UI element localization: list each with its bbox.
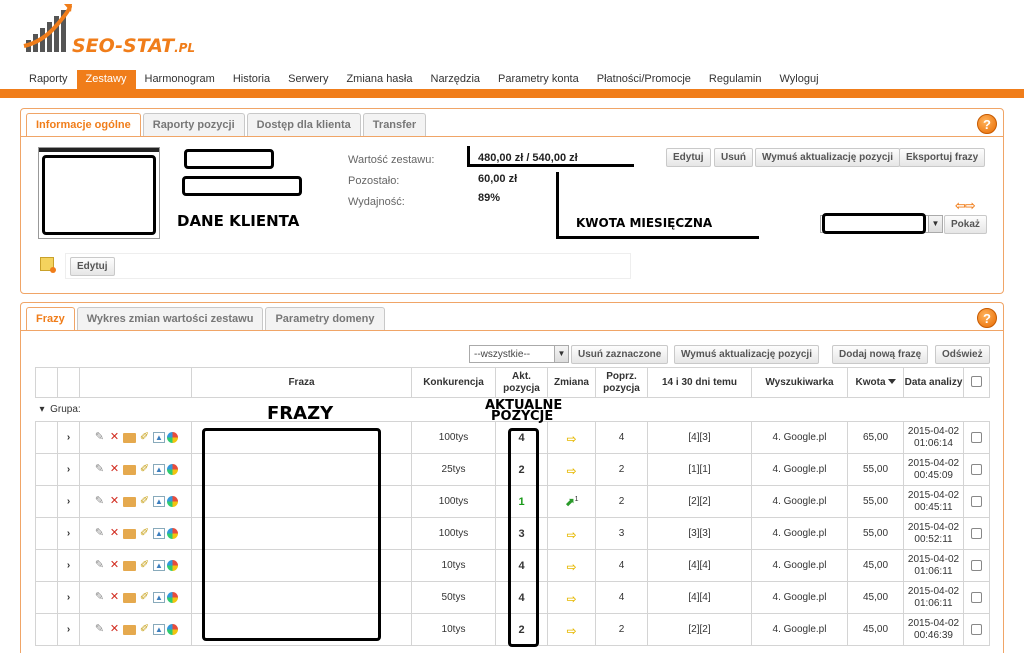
note-area [65, 253, 631, 279]
cell-date [904, 614, 964, 646]
expand-icon[interactable]: › [66, 464, 71, 475]
cell-actions [80, 582, 192, 614]
cell-previous-position: 2 [596, 486, 648, 518]
cell-expand [58, 582, 80, 614]
cell-expand [58, 454, 80, 486]
cell-handle [36, 582, 58, 614]
top-nav [20, 70, 828, 89]
cell-engine: 4. Google.pl [752, 422, 848, 454]
annotation-line [467, 164, 634, 167]
cell-handle [36, 614, 58, 646]
chart-icon[interactable]: ▲ [153, 464, 165, 475]
row-checkbox[interactable] [971, 592, 982, 603]
cell-select [964, 486, 990, 518]
cell-amount: 45,00 [848, 550, 904, 582]
client-name-redaction [184, 149, 274, 169]
expand-icon[interactable]: › [66, 496, 71, 507]
general-info-tabs [26, 113, 426, 136]
cell-select [964, 518, 990, 550]
cell-actions [80, 454, 192, 486]
date-value: 2015-04-02 [907, 425, 960, 437]
chart-icon[interactable]: ▲ [153, 624, 165, 635]
row-actions [80, 591, 191, 604]
logo-name: SEO-STAT [72, 35, 175, 57]
positions-annotation-line2: POZYCJE [491, 409, 554, 424]
current-position-value: 4 [518, 559, 525, 572]
expand-icon[interactable]: › [66, 592, 71, 603]
pencil-icon[interactable]: ✐ [139, 591, 150, 603]
row-checkbox[interactable] [971, 624, 982, 635]
nav-item-narzedzia[interactable]: Narzędzia [430, 73, 481, 85]
tab-parametry-domeny[interactable]: Parametry domeny [265, 307, 384, 330]
chart-icon[interactable]: ▲ [153, 560, 165, 571]
thumbnail-bar [39, 148, 159, 152]
cell-history: [4][4] [648, 582, 752, 614]
date-value: 2015-04-02 [907, 617, 960, 629]
annotation-line [467, 146, 470, 166]
wrench-icon[interactable]: ✎ [94, 623, 105, 635]
remaining-label: Pozostało: [348, 175, 400, 187]
pencil-icon[interactable]: ✐ [139, 559, 150, 571]
cell-history: [2][2] [648, 486, 752, 518]
cell-change [548, 550, 596, 582]
pie-chart-icon[interactable] [167, 560, 178, 571]
arrow-right-icon [566, 464, 576, 478]
expand-icon[interactable]: › [66, 432, 71, 443]
cell-amount: 55,00 [848, 486, 904, 518]
header-cell [58, 368, 80, 398]
annotation-line [556, 236, 759, 239]
delete-icon[interactable]: ✕ [109, 527, 120, 539]
cell-engine: 4. Google.pl [752, 454, 848, 486]
cell-change [548, 582, 596, 614]
header-amount-label: Kwota [855, 376, 886, 388]
force-update-positions-button[interactable]: Wymuś aktualizację pozycji [674, 345, 819, 364]
table-header-row [36, 368, 990, 398]
cell-actions [80, 422, 192, 454]
cell-previous-position: 3 [596, 518, 648, 550]
expand-icon[interactable]: › [66, 624, 71, 635]
value-label: Wartość zestawu: [348, 154, 435, 166]
pencil-icon[interactable]: ✐ [139, 527, 150, 539]
arrow-up-icon [565, 495, 579, 509]
pie-chart-icon[interactable] [167, 432, 178, 443]
row-actions [80, 495, 191, 508]
row-checkbox[interactable] [971, 496, 982, 507]
efficiency-value: 89% [478, 192, 501, 204]
cell-date [904, 422, 964, 454]
cell-competition: 100tys [412, 422, 496, 454]
row-actions [80, 623, 191, 636]
header-date[interactable]: Data analizy [904, 368, 964, 398]
row-checkbox[interactable] [971, 432, 982, 443]
cell-engine: 4. Google.pl [752, 582, 848, 614]
tab-dostep-dla-klienta[interactable]: Dostęp dla klienta [247, 113, 361, 136]
chart-icon[interactable]: ▲ [153, 496, 165, 507]
nav-item-platnosci[interactable]: Płatności/Promocje [596, 73, 691, 85]
nav-item-zmiana-hasla[interactable]: Zmiana hasła [346, 73, 413, 85]
change-amount: 1 [574, 495, 579, 503]
cell-handle [36, 550, 58, 582]
monthly-amount-annotation: KWOTA MIESIĘCZNA [576, 216, 713, 230]
delete-icon[interactable]: ✕ [109, 463, 120, 475]
pencil-icon[interactable]: ✐ [139, 431, 150, 443]
nav-item-historia[interactable]: Historia [232, 73, 271, 85]
time-value: 00:45:11 [914, 501, 953, 513]
value-amount: 480,00 zł / 540,00 zł [478, 152, 578, 164]
thumbnail-redaction [42, 155, 156, 235]
header-competition[interactable]: Konkurencja [412, 368, 496, 398]
cell-date [904, 454, 964, 486]
chart-icon[interactable]: ▲ [153, 592, 165, 603]
wrench-icon[interactable]: ✎ [94, 527, 105, 539]
current-position-value: 3 [518, 527, 525, 540]
cell-expand [58, 486, 80, 518]
cell-select [964, 582, 990, 614]
header-engine[interactable]: Wyszukiwarka [752, 368, 848, 398]
group-filter-value: --wszystkie-- [474, 349, 531, 360]
time-value: 01:06:11 [914, 597, 953, 609]
cell-actions [80, 550, 192, 582]
cell-history: [4][4] [648, 550, 752, 582]
header-select-all [964, 368, 990, 398]
cell-date [904, 518, 964, 550]
expand-icon[interactable]: › [66, 528, 71, 539]
cell-engine: 4. Google.pl [752, 486, 848, 518]
cell-competition: 50tys [412, 582, 496, 614]
date-value: 2015-04-02 [907, 489, 960, 501]
change-symbol: ⇨ [566, 559, 577, 574]
pie-chart-icon[interactable] [167, 528, 178, 539]
cell-engine: 4. Google.pl [752, 614, 848, 646]
cell-change [548, 422, 596, 454]
cell-actions [80, 614, 192, 646]
add-phrase-button[interactable]: Dodaj nową frazę [832, 345, 928, 364]
change-symbol: ⇨ [566, 431, 577, 446]
group-filter-select[interactable] [469, 345, 569, 363]
cell-amount: 45,00 [848, 614, 904, 646]
cell-amount: 55,00 [848, 518, 904, 550]
cell-previous-position: 4 [596, 550, 648, 582]
cell-previous-position: 4 [596, 422, 648, 454]
cell-handle [36, 422, 58, 454]
header-current-position[interactable]: Akt. pozycja [496, 368, 548, 398]
cell-previous-position: 2 [596, 454, 648, 486]
row-actions [80, 431, 191, 444]
nav-item-harmonogram[interactable]: Harmonogram [144, 73, 215, 85]
cell-previous-position: 2 [596, 614, 648, 646]
chart-icon[interactable]: ▲ [153, 528, 165, 539]
sort-desc-icon [888, 379, 896, 388]
delete-icon[interactable]: ✕ [109, 431, 120, 443]
current-position-value: 2 [518, 623, 525, 636]
select-all-checkbox[interactable] [971, 376, 982, 387]
cell-competition: 10tys [412, 614, 496, 646]
change-symbol: ⇨ [566, 527, 577, 542]
date-value: 2015-04-02 [907, 553, 960, 565]
pencil-icon[interactable]: ✐ [139, 623, 150, 635]
annotation-line [556, 172, 559, 238]
pie-chart-icon[interactable] [167, 496, 178, 507]
pencil-icon[interactable]: ✐ [139, 463, 150, 475]
logo-suffix: .PL [174, 41, 196, 55]
cell-competition: 100tys [412, 486, 496, 518]
tab-transfer[interactable]: Transfer [363, 113, 426, 136]
note-edit-button[interactable]: Edytuj [70, 257, 115, 276]
nav-underline [0, 89, 1024, 98]
time-value: 00:46:39 [914, 629, 953, 641]
tab-wykres-zmian[interactable]: Wykres zmian wartości zestawu [77, 307, 264, 330]
delete-icon[interactable]: ✕ [109, 495, 120, 507]
cell-expand [58, 614, 80, 646]
change-symbol: ⬈ [564, 494, 575, 509]
cell-amount: 45,00 [848, 582, 904, 614]
chevron-down-icon: ▼ [554, 346, 568, 362]
wrench-icon[interactable]: ✎ [94, 591, 105, 603]
cell-engine: 4. Google.pl [752, 518, 848, 550]
wrench-icon[interactable]: ✎ [94, 463, 105, 475]
refresh-button[interactable]: Odśwież [935, 345, 990, 364]
pie-chart-icon[interactable] [167, 592, 178, 603]
nav-item-serwery[interactable]: Serwery [288, 73, 329, 85]
logo-text [72, 35, 195, 57]
header-previous-position[interactable]: Poprz. pozycja [596, 368, 648, 398]
cell-select [964, 550, 990, 582]
chevron-down-icon: ▼ [928, 216, 942, 232]
cell-select [964, 614, 990, 646]
current-position-value: 4 [518, 591, 525, 604]
delete-icon[interactable]: ✕ [109, 623, 120, 635]
time-value: 00:52:11 [914, 533, 953, 545]
folder-icon[interactable] [123, 465, 136, 475]
delete-icon[interactable]: ✕ [109, 559, 120, 571]
arrow-right-icon [566, 624, 576, 638]
phrases-panel [20, 302, 1004, 653]
cell-date [904, 582, 964, 614]
cell-change [548, 486, 596, 518]
cell-competition: 10tys [412, 550, 496, 582]
time-value: 01:06:14 [914, 437, 953, 449]
cell-expand [58, 422, 80, 454]
cell-history: [1][1] [648, 454, 752, 486]
chart-icon[interactable]: ▲ [153, 432, 165, 443]
phrases-annotation: FRAZY [267, 403, 334, 424]
tab-raporty-pozycji[interactable]: Raporty pozycji [143, 113, 245, 136]
header-cell [36, 368, 58, 398]
cell-date [904, 486, 964, 518]
nav-item-wyloguj[interactable]: Wyloguj [779, 73, 819, 85]
header-amount[interactable] [848, 368, 904, 398]
row-checkbox[interactable] [971, 560, 982, 571]
client-domain-redaction [182, 176, 302, 196]
cell-change [548, 518, 596, 550]
wrench-icon[interactable]: ✎ [94, 559, 105, 571]
remaining-amount: 60,00 zł [478, 173, 518, 185]
header-change[interactable]: Zmiana [548, 368, 596, 398]
current-position-value: 1 [518, 495, 525, 508]
tab-divider [21, 136, 1003, 137]
report-select-redaction [822, 213, 926, 234]
current-position-value: 4 [518, 431, 525, 444]
prev-next-arrows-icon[interactable]: ⇦⇨ [955, 198, 975, 213]
row-checkbox[interactable] [971, 528, 982, 539]
cell-change [548, 454, 596, 486]
show-button[interactable]: Pokaż [944, 215, 987, 234]
logo [22, 2, 212, 58]
pie-chart-icon[interactable] [167, 464, 178, 475]
cell-competition: 100tys [412, 518, 496, 550]
folder-icon[interactable] [123, 497, 136, 507]
cell-handle [36, 454, 58, 486]
phrases-redaction [202, 428, 381, 641]
row-checkbox[interactable] [971, 464, 982, 475]
cell-amount: 55,00 [848, 454, 904, 486]
date-value: 2015-04-02 [907, 457, 960, 469]
cell-actions [80, 518, 192, 550]
nav-item-parametry-konta[interactable]: Parametry konta [498, 73, 579, 85]
nav-item-zestawy[interactable]: Zestawy [77, 70, 136, 89]
current-position-value: 2 [518, 463, 525, 476]
pencil-icon[interactable]: ✐ [139, 495, 150, 507]
time-value: 00:45:09 [914, 469, 953, 481]
cell-history: [3][3] [648, 518, 752, 550]
positions-annotation-line1: AKTUALNE [485, 398, 563, 413]
header-history[interactable]: 14 i 30 dni temu [648, 368, 752, 398]
arrow-right-icon [566, 432, 576, 446]
collapse-icon[interactable]: ▾ [39, 404, 45, 415]
force-update-button[interactable]: Wymuś aktualizację pozycji [755, 148, 900, 167]
cell-date [904, 550, 964, 582]
cell-amount: 65,00 [848, 422, 904, 454]
positions-highlight [508, 428, 539, 647]
cell-previous-position: 4 [596, 582, 648, 614]
row-actions [80, 527, 191, 540]
time-value: 01:06:11 [914, 565, 953, 577]
folder-icon[interactable] [123, 593, 136, 603]
arrow-right-icon [566, 528, 576, 542]
group-label: Grupa: [50, 404, 81, 415]
pie-chart-icon[interactable] [167, 624, 178, 635]
arrow-right-icon [566, 560, 576, 574]
cell-select [964, 422, 990, 454]
change-symbol: ⇨ [566, 463, 577, 478]
note-icon[interactable] [40, 257, 54, 271]
header-phrase[interactable]: Fraza [192, 368, 412, 398]
header-cell [80, 368, 192, 398]
cell-change [548, 614, 596, 646]
cell-handle [36, 518, 58, 550]
efficiency-label: Wydajność: [348, 196, 405, 208]
delete-icon[interactable]: ✕ [109, 591, 120, 603]
cell-history: [2][2] [648, 614, 752, 646]
phrases-tabs [26, 307, 385, 330]
tab-informacje-ogolne[interactable]: Informacje ogólne [26, 113, 141, 136]
site-thumbnail [38, 147, 160, 239]
client-data-annotation: DANE KLIENTA [177, 212, 300, 230]
wrench-icon[interactable]: ✎ [94, 431, 105, 443]
expand-icon[interactable]: › [66, 560, 71, 571]
date-value: 2015-04-02 [907, 585, 960, 597]
cell-expand [58, 518, 80, 550]
row-actions [80, 463, 191, 476]
cell-history: [4][3] [648, 422, 752, 454]
export-phrases-button[interactable]: Eksportuj frazy [899, 148, 985, 167]
change-symbol: ⇨ [566, 591, 577, 606]
row-actions [80, 559, 191, 572]
folder-icon[interactable] [123, 529, 136, 539]
folder-icon[interactable] [123, 561, 136, 571]
cell-actions [80, 486, 192, 518]
wrench-icon[interactable]: ✎ [94, 495, 105, 507]
general-info-panel [20, 108, 1004, 294]
edit-button[interactable]: Edytuj [666, 148, 711, 167]
date-value: 2015-04-02 [907, 521, 960, 533]
nav-item-raporty[interactable]: Raporty [29, 73, 68, 85]
tab-frazy[interactable]: Frazy [26, 307, 75, 330]
help-icon[interactable]: ? [977, 114, 997, 134]
cell-competition: 25tys [412, 454, 496, 486]
delete-button[interactable]: Usuń [714, 148, 753, 167]
remove-selected-button[interactable]: Usuń zaznaczone [571, 345, 668, 364]
cell-handle [36, 486, 58, 518]
cell-expand [58, 550, 80, 582]
arrow-right-icon [566, 592, 576, 606]
folder-icon[interactable] [123, 433, 136, 443]
cell-select [964, 454, 990, 486]
folder-icon[interactable] [123, 625, 136, 635]
nav-item-regulamin[interactable]: Regulamin [708, 73, 762, 85]
help-icon[interactable]: ? [977, 308, 997, 328]
cell-engine: 4. Google.pl [752, 550, 848, 582]
tab-divider [21, 330, 1003, 331]
change-symbol: ⇨ [566, 623, 577, 638]
